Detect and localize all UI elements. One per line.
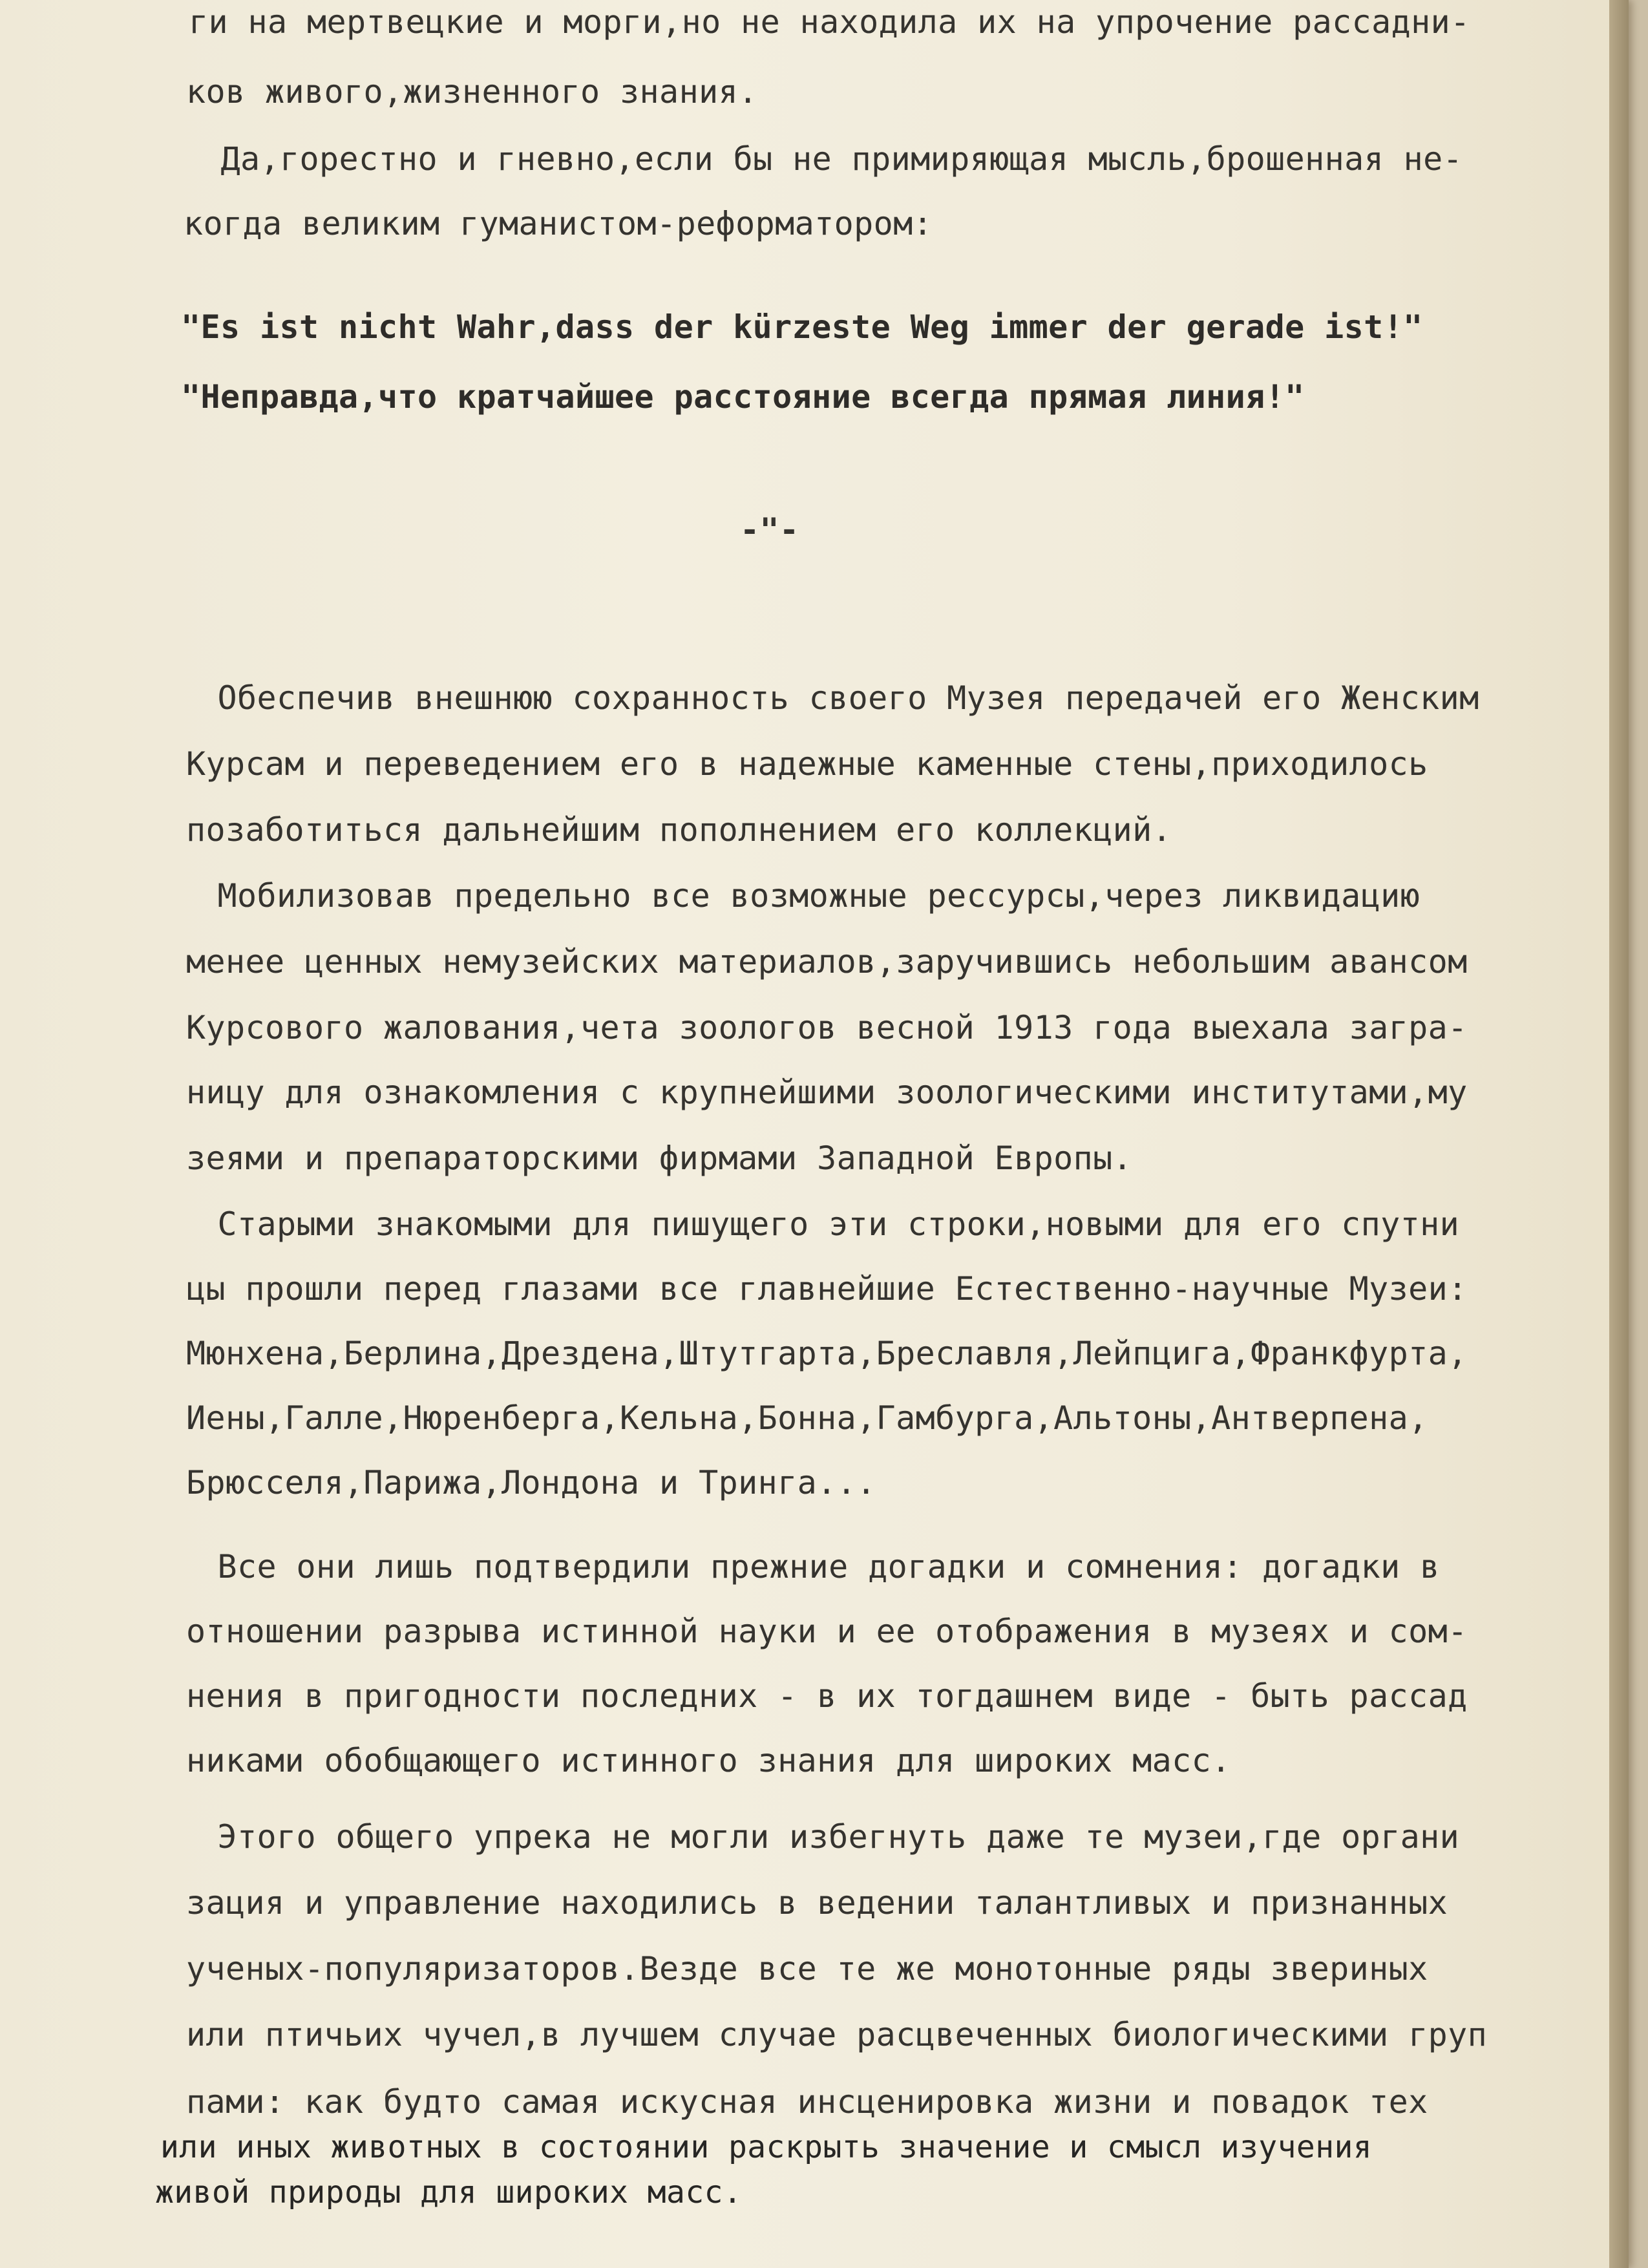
text-line: ги на мертвецкие и морги,но не находила их на упрочение рассадни- <box>189 3 1470 41</box>
text-line: Иены,Галле,Нюренберга,Кельна,Бонна,Гамбурга,Альтоны,Антверпена, <box>186 1399 1428 1437</box>
section-separator: -"- <box>740 511 799 549</box>
text-line: Брюсселя,Парижа,Лондона и Тринга... <box>186 1464 876 1501</box>
text-line: Этого общего упрека не могли избегнуть даже те музеи,где органи <box>158 1818 1460 1856</box>
text-line: Мюнхена,Берлина,Дрездена,Штутгарта,Бреславля,Лейпцига,Франкфурта, <box>186 1335 1468 1372</box>
text-line: пами: как будто самая искусная инсценировка жизни и повадок тех <box>186 2083 1428 2121</box>
text-line: зеями и препараторскими фирмами Западной Европы. <box>186 1139 1133 1177</box>
text-line: живой природы для широких масс. <box>155 2174 743 2210</box>
text-line: цы прошли перед глазами все главнейшие Естественно-научные Музеи: <box>186 1270 1468 1308</box>
text-line: Обеспечив внешнюю сохранность своего Музея передачей его Женским <box>158 679 1479 717</box>
text-line: Курсам и переведением его в надежные каменные стены,приходилось <box>186 745 1428 783</box>
text-line: Курсового жалования,чета зоологов весной 1913 года выехала загра- <box>186 1009 1468 1046</box>
text-line: Да,горестно и гневно,если бы не примиряющая мысль,брошенная не- <box>162 140 1463 178</box>
text-line: позаботиться дальнейшим пополнением его коллекций. <box>186 811 1172 849</box>
archive-pencil-mark: ​ <box>1519 2207 1535 2218</box>
text-line: или птичьих чучел,в лучшем случае расцвеченных биологическими груп <box>186 2016 1488 2053</box>
text-line: или иных животных в состоянии раскрыть значение и смысл изучения <box>160 2129 1373 2165</box>
text-line: менее ценных немузейских материалов,заручившись небольшим авансом <box>186 943 1468 980</box>
text-line: Мобилизовав предельно все возможные рессурсы,через ликвидацию <box>158 877 1421 915</box>
text-line: ков живого,жизненного знания. <box>186 73 758 111</box>
text-line: зация и управление находились в ведении талантливых и признанных <box>186 1884 1448 1922</box>
page-edge <box>1609 0 1629 2268</box>
text-line: никами обобщающего истинного знания для широких масс. <box>186 1742 1231 1779</box>
russian-quote: "Неправда,что кратчайшее расстояние всегда прямая линия!" <box>181 378 1305 416</box>
text-line: когда великим гуманистом-реформатором: <box>184 205 933 242</box>
text-line: ницу для ознакомления с крупнейшими зоологическими институтами,му <box>186 1074 1468 1111</box>
text-line: отношении разрыва истинной науки и ее отображения в музеях и сом- <box>186 1613 1468 1650</box>
text-line: ученых-популяризаторов.Везде все те же монотонные ряды звериных <box>186 1950 1428 1987</box>
german-quote: "Es ist nicht Wahr,dass der kürzeste Weg immer der gerade ist!" <box>181 308 1423 346</box>
text-line: нения в пригодности последних - в их тогдашнем виде - быть рассад <box>186 1677 1468 1715</box>
text-line: Старыми знакомыми для пишущего эти строки,новыми для его спутни <box>158 1205 1460 1243</box>
text-line: Все они лишь подтвердили прежние догадки и сомнения: догадки в <box>158 1548 1440 1585</box>
